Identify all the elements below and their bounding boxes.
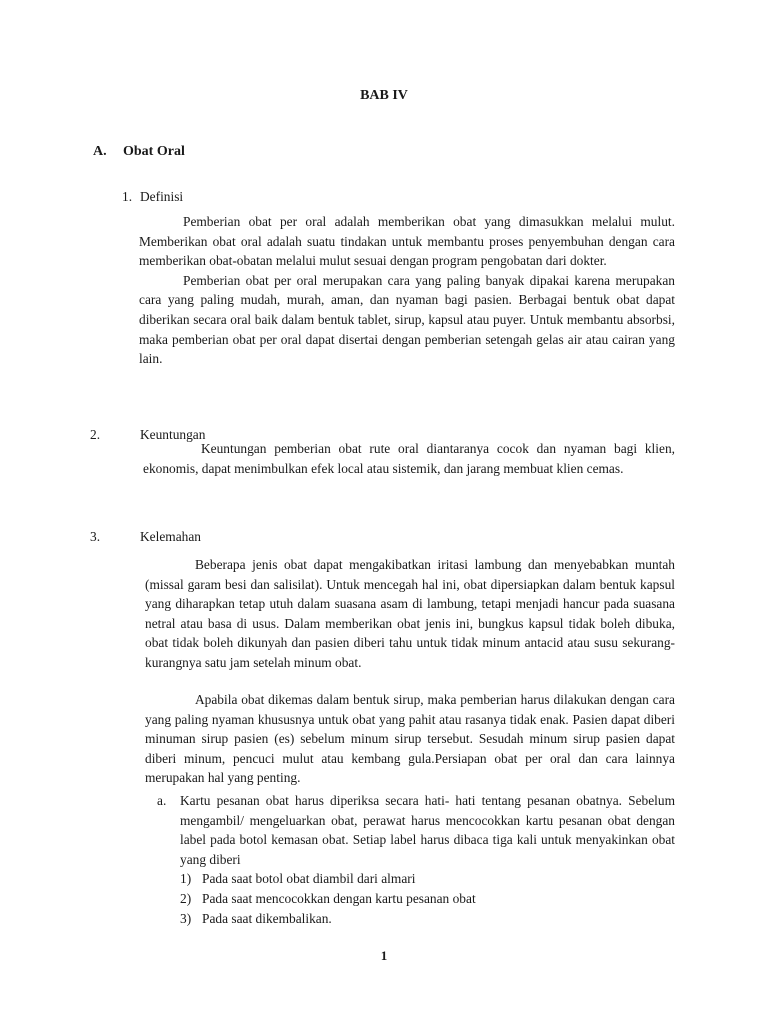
item-a-block: [180, 791, 675, 928]
kelemahan-paragraph-2: Apabila obat dikemas dalam bentuk sirup, maka pemberian harus dilakukan dengan cara yang paling nyaman khususnya untuk obat yang pahit atau rasanya tidak enak. Pasien dapat diberi minuman sirup pasien (es) sebelum minum sirup tersebut. Sesudah minum sirup pasien dapat diberi minum, pencuci mulut atau kembang gula.Persiapan obat per oral dan cara lainnya merupakan hal yang penting.: [145, 692, 675, 786]
definisi-paragraph-2: Pemberian obat per oral merupakan cara yang paling banyak dipakai karena merupakan cara yang paling mudah, murah, aman, dan nyaman bagi pasien. Berbagai bentuk obat dapat diberikan secara oral baik dalam bentuk tablet, sirup, kapsul atau puyer. Untuk membantu absorbsi, maka pemberian obat per oral dapat disertai dengan pemberian setengah gelas air atau cairan yang lain.: [139, 272, 675, 367]
list-item-number: 2): [180, 890, 192, 906]
list-item-number: 1): [180, 871, 192, 887]
kelemahan-paragraph-1: Beberapa jenis obat dapat mengakibatkan iritasi lambung dan menyebabkan muntah (missal garam besi dan salisilat). Untuk mencegah hal ini, obat dipersiapkan dalam bentuk kapsul yang diharapkan tetap utuh dalam suasana asam di lambung, tetapi menjadi hancur pada suasana netral atau basa di usus. Dalam memberikan obat jenis ini, bungkus kapsul tidak boleh dibuka, obat tidak boleh dikunyah dan pasien diberi tahu untuk tidak minum antacid atau susu sekurang- kurangnya satu jam setelah minum obat.: [145, 557, 675, 670]
section-3-body-1: [145, 555, 675, 673]
list-item: [180, 869, 675, 889]
section-1-body: [139, 212, 675, 369]
list-item-text: Pada saat botol obat diambil dari almari: [202, 871, 416, 887]
section-3-heading: Kelemahan: [140, 529, 201, 544]
list-item-text: Pada saat dikembalikan.: [202, 910, 332, 926]
item-a-text: Kartu pesanan obat harus diperiksa secara hati- hati tentang pesanan obatnya. Sebelum mengambil/ mengeluarkan obat, perawat harus mencocokkan kartu pesanan obat dengan label pada botol kemasan obat. Setiap label harus dibaca tiga kali untuk menyakinkan obat yang diberi: [180, 793, 675, 867]
list-item: [180, 889, 675, 909]
list-item-number: 3): [180, 910, 192, 926]
section-2-marker: 2.: [90, 427, 101, 442]
section-1-marker: 1.: [122, 189, 133, 204]
section-3-marker: 3.: [90, 529, 101, 544]
item-a-sublist: [180, 869, 675, 928]
list-item-text: Pada saat mencocokkan dengan kartu pesanan obat: [202, 890, 476, 906]
definisi-paragraph-1: Pemberian obat per oral adalah memberikan obat yang dimasukkan melalui mulut. Memberikan obat oral adalah suatu tindakan untuk membantu proses penyembuhan dengan cara memberikan obat-obatan melalui mulut sesuai dengan program pengobatan dari dokter.: [139, 214, 675, 269]
section-2-heading: Keuntungan: [140, 427, 206, 442]
page-number: 1: [380, 948, 388, 963]
section-1-heading: Definisi: [140, 189, 184, 204]
item-a-marker: a.: [157, 793, 167, 808]
section-3-body-2: [145, 690, 675, 788]
section-a-marker: A.: [93, 144, 107, 159]
section-2-body: [143, 439, 675, 478]
list-item: [180, 909, 675, 929]
keuntungan-paragraph: Keuntungan pemberian obat rute oral diantaranya cocok dan nyaman bagi klien, ekonomis, dapat menimbulkan efek local atau sistemik, dan jarang membuat klien cemas.: [143, 441, 675, 476]
section-a-heading: Obat Oral: [123, 144, 185, 159]
chapter-title: BAB IV: [360, 88, 408, 103]
